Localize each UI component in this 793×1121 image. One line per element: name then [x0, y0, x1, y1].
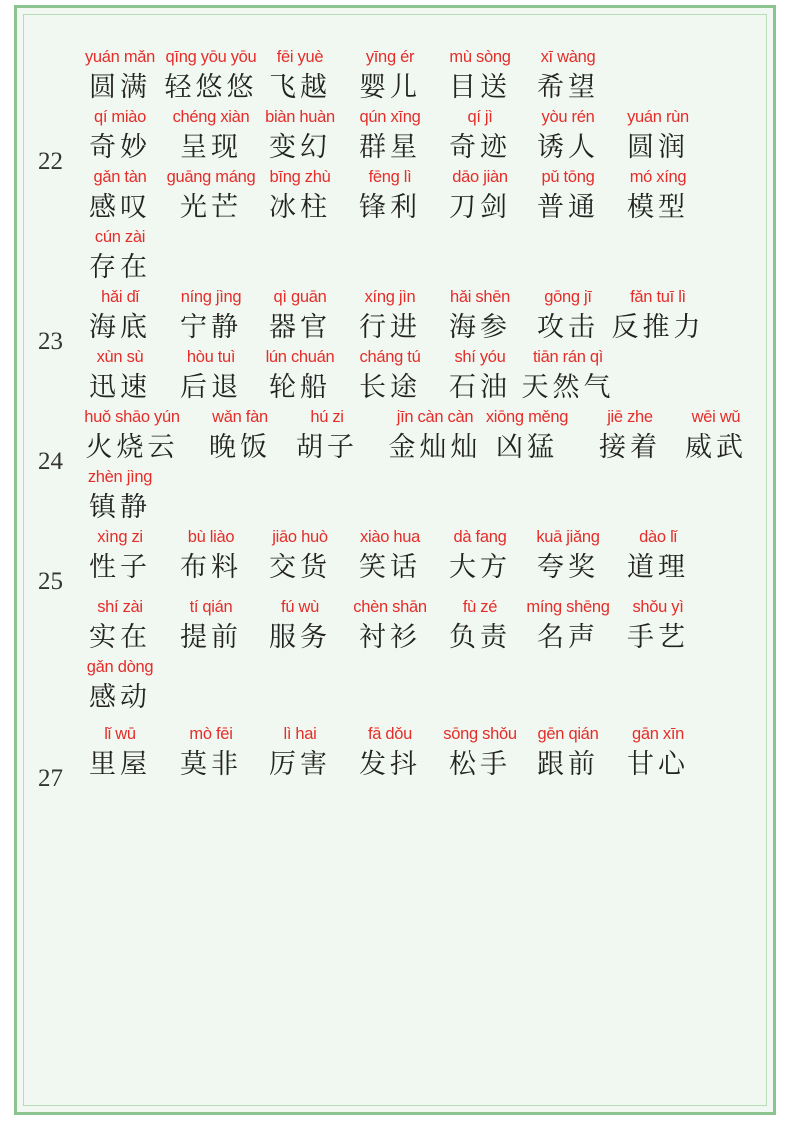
- hanzi-word: 奇妙: [89, 132, 151, 163]
- hanzi-word: 诱人: [537, 132, 599, 163]
- hanzi-word: 镇静: [89, 492, 151, 523]
- pinyin-label: sōng shǒu: [443, 725, 517, 743]
- pinyin-label: fā dǒu: [367, 725, 413, 743]
- pinyin-label: mò fēi: [189, 725, 233, 743]
- hanzi-word: 威武: [685, 432, 747, 463]
- pinyin-label: kuā jiǎng: [536, 528, 600, 546]
- pinyin-label: yuán mǎn: [84, 48, 156, 66]
- hanzi-word: 群星: [359, 132, 421, 163]
- hanzi-word: 莫非: [180, 749, 242, 780]
- hanzi-word: 呈现: [180, 132, 242, 163]
- hanzi-word: 里屋: [89, 749, 151, 780]
- pinyin-label: gān xīn: [631, 725, 685, 743]
- vocab-row: [0, 348, 793, 410]
- vocab-row: [0, 468, 793, 530]
- hanzi-word: 感叹: [89, 192, 151, 223]
- hanzi-word: 长途: [359, 372, 421, 403]
- pinyin-label: xùn sù: [96, 348, 144, 366]
- pinyin-label: hú zi: [310, 408, 344, 426]
- hanzi-word: 道理: [627, 552, 689, 583]
- vocab-row: [0, 108, 793, 175]
- vocab-row: [0, 48, 793, 110]
- pinyin-label: shí yóu: [454, 348, 506, 366]
- pinyin-label: dà fang: [453, 528, 507, 546]
- hanzi-word: 光芒: [180, 192, 242, 223]
- pinyin-label: fú wù: [281, 598, 319, 616]
- hanzi-word: 后退: [180, 372, 242, 403]
- pinyin-label: níng jìng: [180, 288, 242, 306]
- hanzi-word: 轻悠悠: [164, 72, 258, 103]
- hanzi-word: 凶猛: [496, 432, 558, 463]
- pinyin-label: fǎn tuī lì: [630, 288, 686, 306]
- pinyin-label: chèn shān: [353, 598, 427, 616]
- lesson-number: 27: [38, 765, 63, 792]
- pinyin-label: xī wàng: [540, 48, 596, 66]
- hanzi-word: 提前: [180, 622, 242, 653]
- hanzi-word: 反推力: [611, 312, 705, 343]
- hanzi-word: 名声: [537, 622, 599, 653]
- hanzi-word: 接着: [599, 432, 661, 463]
- hanzi-word: 海参: [449, 312, 511, 343]
- pinyin-label: bīng zhù: [269, 168, 331, 186]
- pinyin-label: dāo jiàn: [452, 168, 508, 186]
- hanzi-word: 甘心: [627, 749, 689, 780]
- vocab-row: [0, 658, 793, 720]
- pinyin-label: jīn càn càn: [396, 408, 474, 426]
- hanzi-word: 器官: [269, 312, 331, 343]
- hanzi-word: 夸奖: [537, 552, 599, 583]
- pinyin-label: pǔ tōng: [541, 168, 595, 186]
- pinyin-label: hǎi dǐ: [101, 288, 139, 306]
- vocab-row: [0, 598, 793, 660]
- pinyin-label: huǒ shāo yún: [84, 408, 180, 426]
- pinyin-label: yòu rén: [541, 108, 595, 126]
- hanzi-word: 迅速: [89, 372, 151, 403]
- hanzi-word: 刀剑: [449, 192, 511, 223]
- hanzi-word: 奇迹: [449, 132, 511, 163]
- hanzi-word: 火烧云: [85, 432, 179, 463]
- hanzi-word: 圆润: [627, 132, 689, 163]
- hanzi-word: 变幻: [269, 132, 331, 163]
- pinyin-label: cún zài: [94, 228, 146, 246]
- lesson-number: 24: [38, 448, 63, 475]
- hanzi-word: 石油: [449, 372, 511, 403]
- hanzi-word: 婴儿: [359, 72, 421, 103]
- pinyin-label: mù sòng: [449, 48, 511, 66]
- hanzi-word: 性子: [89, 552, 151, 583]
- hanzi-word: 普通: [537, 192, 599, 223]
- hanzi-word: 金灿灿: [388, 432, 482, 463]
- pinyin-label: xìng zi: [97, 528, 143, 546]
- vocab-row: [0, 528, 793, 595]
- pinyin-label: wǎn fàn: [212, 408, 268, 426]
- hanzi-word: 晚饭: [209, 432, 271, 463]
- hanzi-word: 冰柱: [269, 192, 331, 223]
- hanzi-word: 衬衫: [359, 622, 421, 653]
- hanzi-word: 松手: [449, 749, 511, 780]
- pinyin-label: gēn qián: [537, 725, 599, 743]
- hanzi-word: 模型: [627, 192, 689, 223]
- pinyin-label: yuán rùn: [627, 108, 689, 126]
- hanzi-word: 大方: [449, 552, 511, 583]
- hanzi-word: 行进: [359, 312, 421, 343]
- pinyin-label: qí miào: [93, 108, 146, 126]
- pinyin-label: wēi wǔ: [691, 408, 741, 426]
- pinyin-label: hòu tuì: [186, 348, 236, 366]
- pinyin-label: fēi yuè: [276, 48, 324, 66]
- vocab-row: [0, 168, 793, 230]
- pinyin-label: zhèn jìng: [87, 468, 153, 486]
- hanzi-word: 目送: [449, 72, 511, 103]
- hanzi-word: 手艺: [627, 622, 689, 653]
- pinyin-label: xíng jìn: [364, 288, 416, 306]
- vocab-row: [0, 408, 793, 475]
- pinyin-label: tí qián: [189, 598, 233, 616]
- pinyin-label: jiē zhe: [607, 408, 653, 426]
- hanzi-word: 轮船: [269, 372, 331, 403]
- hanzi-word: 实在: [89, 622, 151, 653]
- hanzi-word: 交货: [269, 552, 331, 583]
- hanzi-word: 圆满: [89, 72, 151, 103]
- pinyin-label: xiào hua: [360, 528, 420, 546]
- pinyin-label: qīng yōu yōu: [165, 48, 257, 66]
- hanzi-word: 攻击: [537, 312, 599, 343]
- pinyin-label: gǎn dòng: [86, 658, 154, 676]
- hanzi-word: 笑话: [359, 552, 421, 583]
- lesson-number: 23: [38, 328, 63, 355]
- pinyin-label: qún xīng: [359, 108, 421, 126]
- pinyin-label: yīng ér: [365, 48, 415, 66]
- pinyin-label: biàn huàn: [265, 108, 335, 126]
- pinyin-label: xiōng měng: [485, 408, 569, 426]
- hanzi-word: 胡子: [296, 432, 358, 463]
- pinyin-label: mó xíng: [629, 168, 687, 186]
- pinyin-label: qì guān: [273, 288, 327, 306]
- vocab-row: [0, 725, 793, 792]
- hanzi-word: 存在: [89, 252, 151, 283]
- pinyin-label: cháng tú: [359, 348, 421, 366]
- hanzi-word: 感动: [89, 682, 151, 713]
- hanzi-word: 飞越: [269, 72, 331, 103]
- hanzi-word: 宁静: [180, 312, 242, 343]
- pinyin-label: lǐ wū: [104, 725, 136, 743]
- hanzi-word: 希望: [537, 72, 599, 103]
- pinyin-label: guāng máng: [166, 168, 256, 186]
- pinyin-label: gōng jī: [544, 288, 592, 306]
- pinyin-label: bù liào: [187, 528, 235, 546]
- hanzi-word: 负责: [449, 622, 511, 653]
- pinyin-label: chéng xiàn: [172, 108, 250, 126]
- pinyin-label: shǒu yì: [632, 598, 684, 616]
- hanzi-word: 服务: [269, 622, 331, 653]
- hanzi-word: 海底: [89, 312, 151, 343]
- pinyin-label: míng shēng: [526, 598, 610, 616]
- hanzi-word: 天然气: [521, 372, 615, 403]
- hanzi-word: 厉害: [269, 749, 331, 780]
- pinyin-label: dào lǐ: [639, 528, 677, 546]
- pinyin-label: qí jì: [467, 108, 493, 126]
- pinyin-label: fù zé: [462, 598, 498, 616]
- pinyin-label: lì hai: [283, 725, 317, 743]
- lesson-number: 22: [38, 148, 63, 175]
- lesson-number: 25: [38, 568, 63, 595]
- hanzi-word: 发抖: [359, 749, 421, 780]
- vocab-row: [0, 288, 793, 355]
- pinyin-label: jiāo huò: [272, 528, 328, 546]
- pinyin-label: shí zài: [97, 598, 143, 616]
- vocab-row: [0, 228, 793, 290]
- hanzi-word: 跟前: [537, 749, 599, 780]
- pinyin-label: hǎi shēn: [450, 288, 510, 306]
- pinyin-label: tiān rán qì: [532, 348, 604, 366]
- pinyin-label: lún chuán: [265, 348, 335, 366]
- hanzi-word: 锋利: [359, 192, 421, 223]
- pinyin-label: gǎn tàn: [93, 168, 147, 186]
- hanzi-word: 布料: [180, 552, 242, 583]
- pinyin-label: fēng lì: [368, 168, 412, 186]
